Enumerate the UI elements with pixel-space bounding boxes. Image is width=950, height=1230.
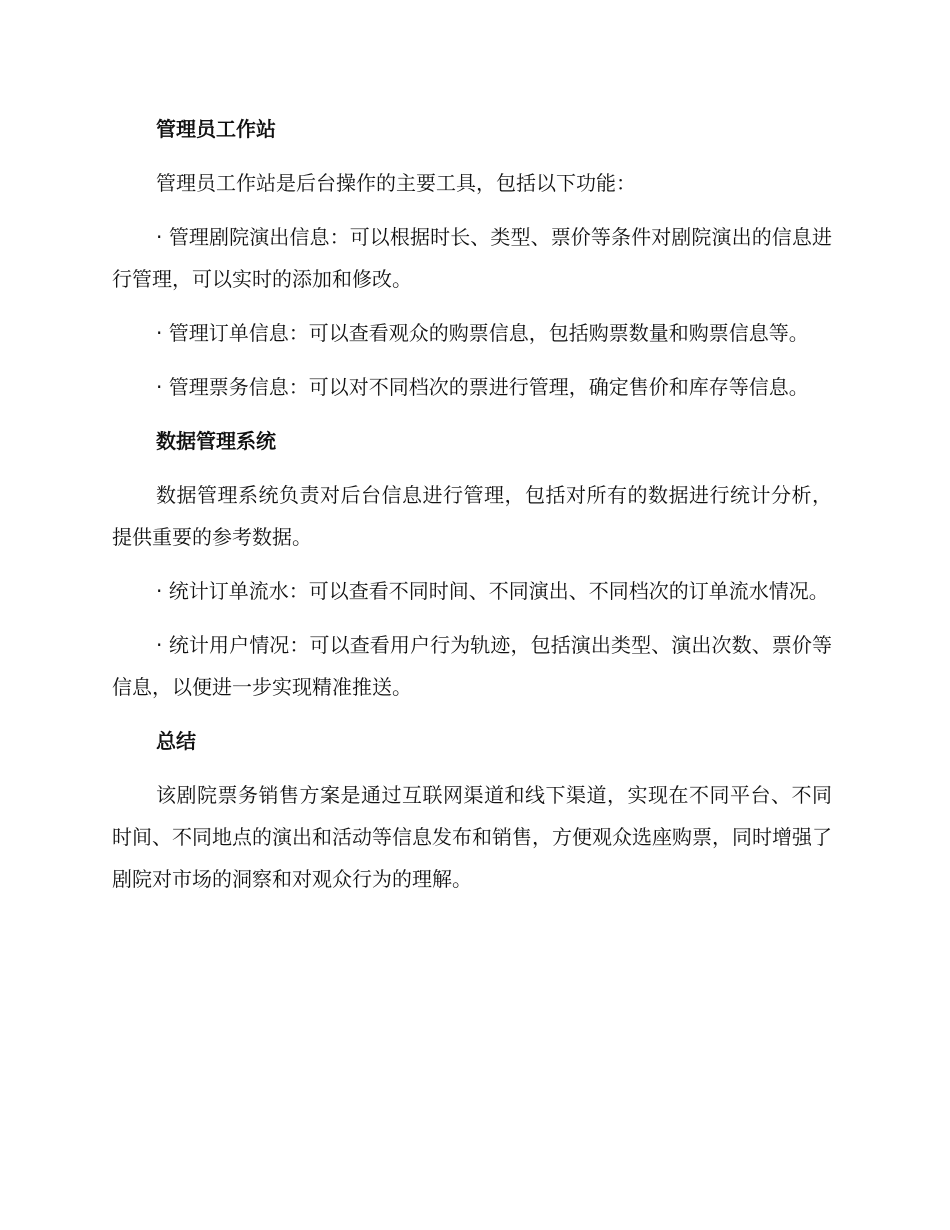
paragraph-summary: 该剧院票务销售方案是通过互联网渠道和线下渠道，实现在不同平台、不同时间、不同地点的演出和活动等信息发布和销售，方便观众选座购票，同时增强了剧院对市场的洞察和对观众行为的理解。 — [112, 783, 832, 891]
paragraph-manage-show-info: · 管理剧院演出信息：可以根据时长、类型、票价等条件对剧院演出的信息进行管理，可以实时的添加和修改。 — [112, 225, 832, 291]
section-heading-summary: 总结 — [156, 729, 196, 753]
paragraph-admin-intro: 管理员工作站是后台操作的主要工具，包括以下功能： — [156, 171, 636, 195]
paragraph-user-statistics: · 统计用户情况：可以查看用户行为轨迹，包括演出类型、演出次数、票价等信息，以便进一步实现精准推送。 — [112, 633, 832, 699]
section-heading-admin-workstation: 管理员工作站 — [156, 117, 276, 141]
paragraph-manage-ticket-info: · 管理票务信息：可以对不同档次的票进行管理，确定售价和库存等信息。 — [156, 375, 809, 399]
paragraph-data-intro: 数据管理系统负责对后台信息进行管理，包括对所有的数据进行统计分析，提供重要的参考数据。 — [112, 483, 832, 549]
document-body — [112, 108, 832, 900]
paragraph-manage-order-info: · 管理订单信息：可以查看观众的购票信息，包括购票数量和购票信息等。 — [156, 321, 809, 345]
section-heading-data-management: 数据管理系统 — [156, 429, 276, 453]
paragraph-order-statistics: · 统计订单流水：可以查看不同时间、不同演出、不同档次的订单流水情况。 — [156, 579, 829, 603]
